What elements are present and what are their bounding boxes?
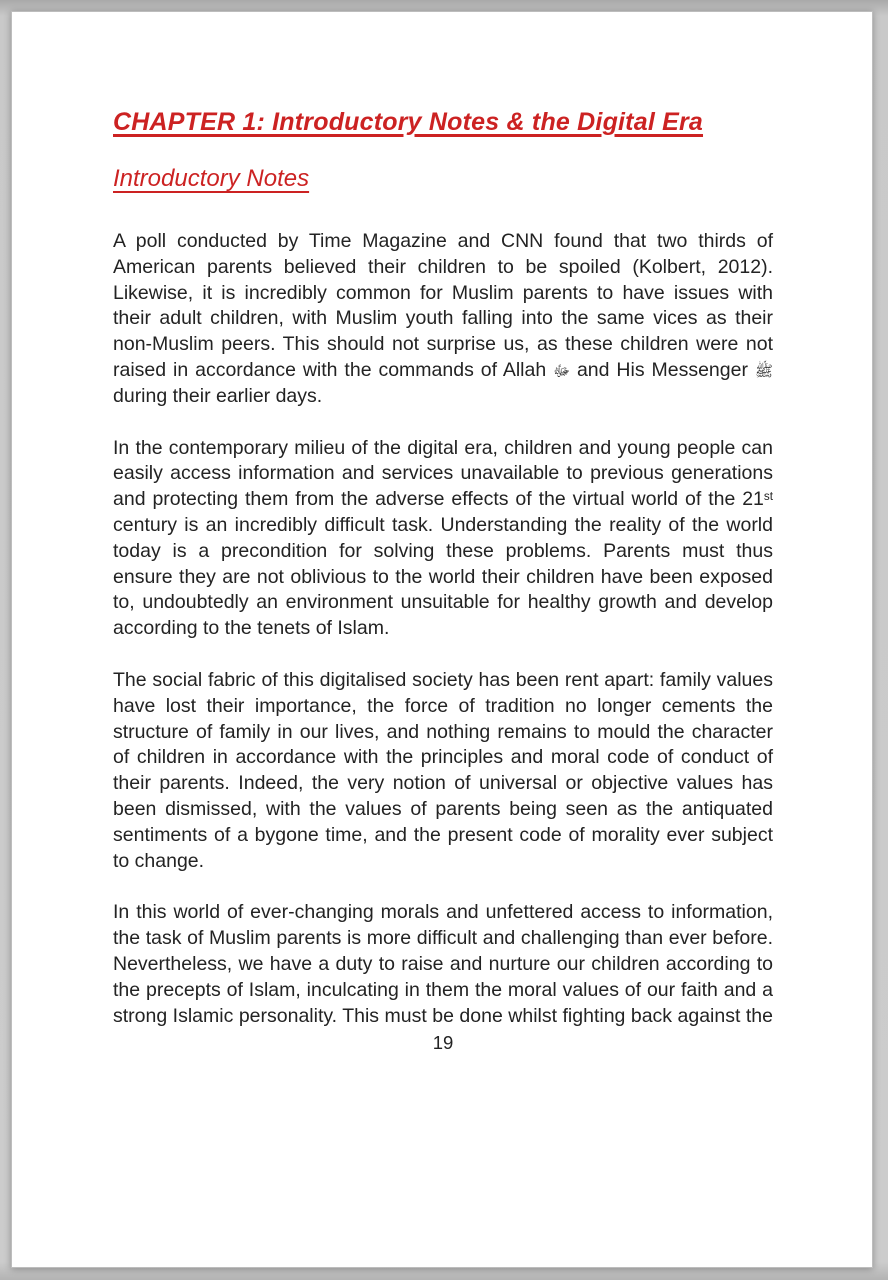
paragraph-text: In the contemporary milieu of the digital era, children and young people can easily access information and services unavailable to previous generations and protecting them from the adverse effects of the virtual world of the 21 [113, 436, 773, 511]
ordinal-superscript: st [763, 489, 773, 503]
section-heading: Introductory Notes [113, 165, 310, 192]
page-number: 19 [432, 1032, 454, 1054]
paragraph-text: century is an incredibly difficult task. Understanding the reality of the world today is a precondition for solving these problems. Parents must thus ensure they are not oblivious to the world their children have been exposed to, undoubtedly an environment unsuitable for healthy growth and develop according to the tenets of Islam. [113, 513, 773, 640]
chapter-heading: CHAPTER 1: Introductory Notes & the Digital Era [113, 108, 704, 136]
page-content [12, 12, 872, 1054]
paragraph-text: A poll conducted by Time Magazine and CNN found that two thirds of American parents believed their children to be spoiled (Kolbert, 2012). Likewise, it is incredibly common for Muslim parents to have issues with their adult children, with Muslim youth falling into the same vices as their non-Muslim peers. This should not surprise us, as these children were not raised in accordance with the commands of Allah [113, 230, 773, 381]
paragraph-text: during their earlier days. [113, 384, 323, 407]
paragraph-intro-poll [113, 229, 773, 410]
paragraph-text: and His Messenger [570, 358, 755, 381]
book-page [11, 11, 873, 1268]
prophet-honorific-icon: ﷺ [754, 362, 773, 380]
paragraph-changing-morals: In this world of ever-changing morals and unfettered access to information, the task of Muslim parents is more difficult and challenging than ever before. Nevertheless, we have a duty to raise and nurture our children according to the precepts of Islam, inculcating in them the moral values of our faith and a strong Islamic personality. This must be done whilst fighting back against the [113, 901, 773, 1027]
allah-honorific-icon: ﷻ [553, 362, 571, 380]
paragraph-digital-era [113, 436, 773, 642]
paragraph-social-fabric: The social fabric of this digitalised society has been rent apart: family values have lost their importance, the force of tradition no longer cements the structure of family in our lives, and nothing remains to mould the character of children in accordance with the principles and moral code of conduct of their parents. Indeed, the very notion of universal or objective values has been dismissed, with the values of parents being seen as the antiquated sentiments of a bygone time, and the present code of morality ever subject to change. [113, 668, 773, 872]
